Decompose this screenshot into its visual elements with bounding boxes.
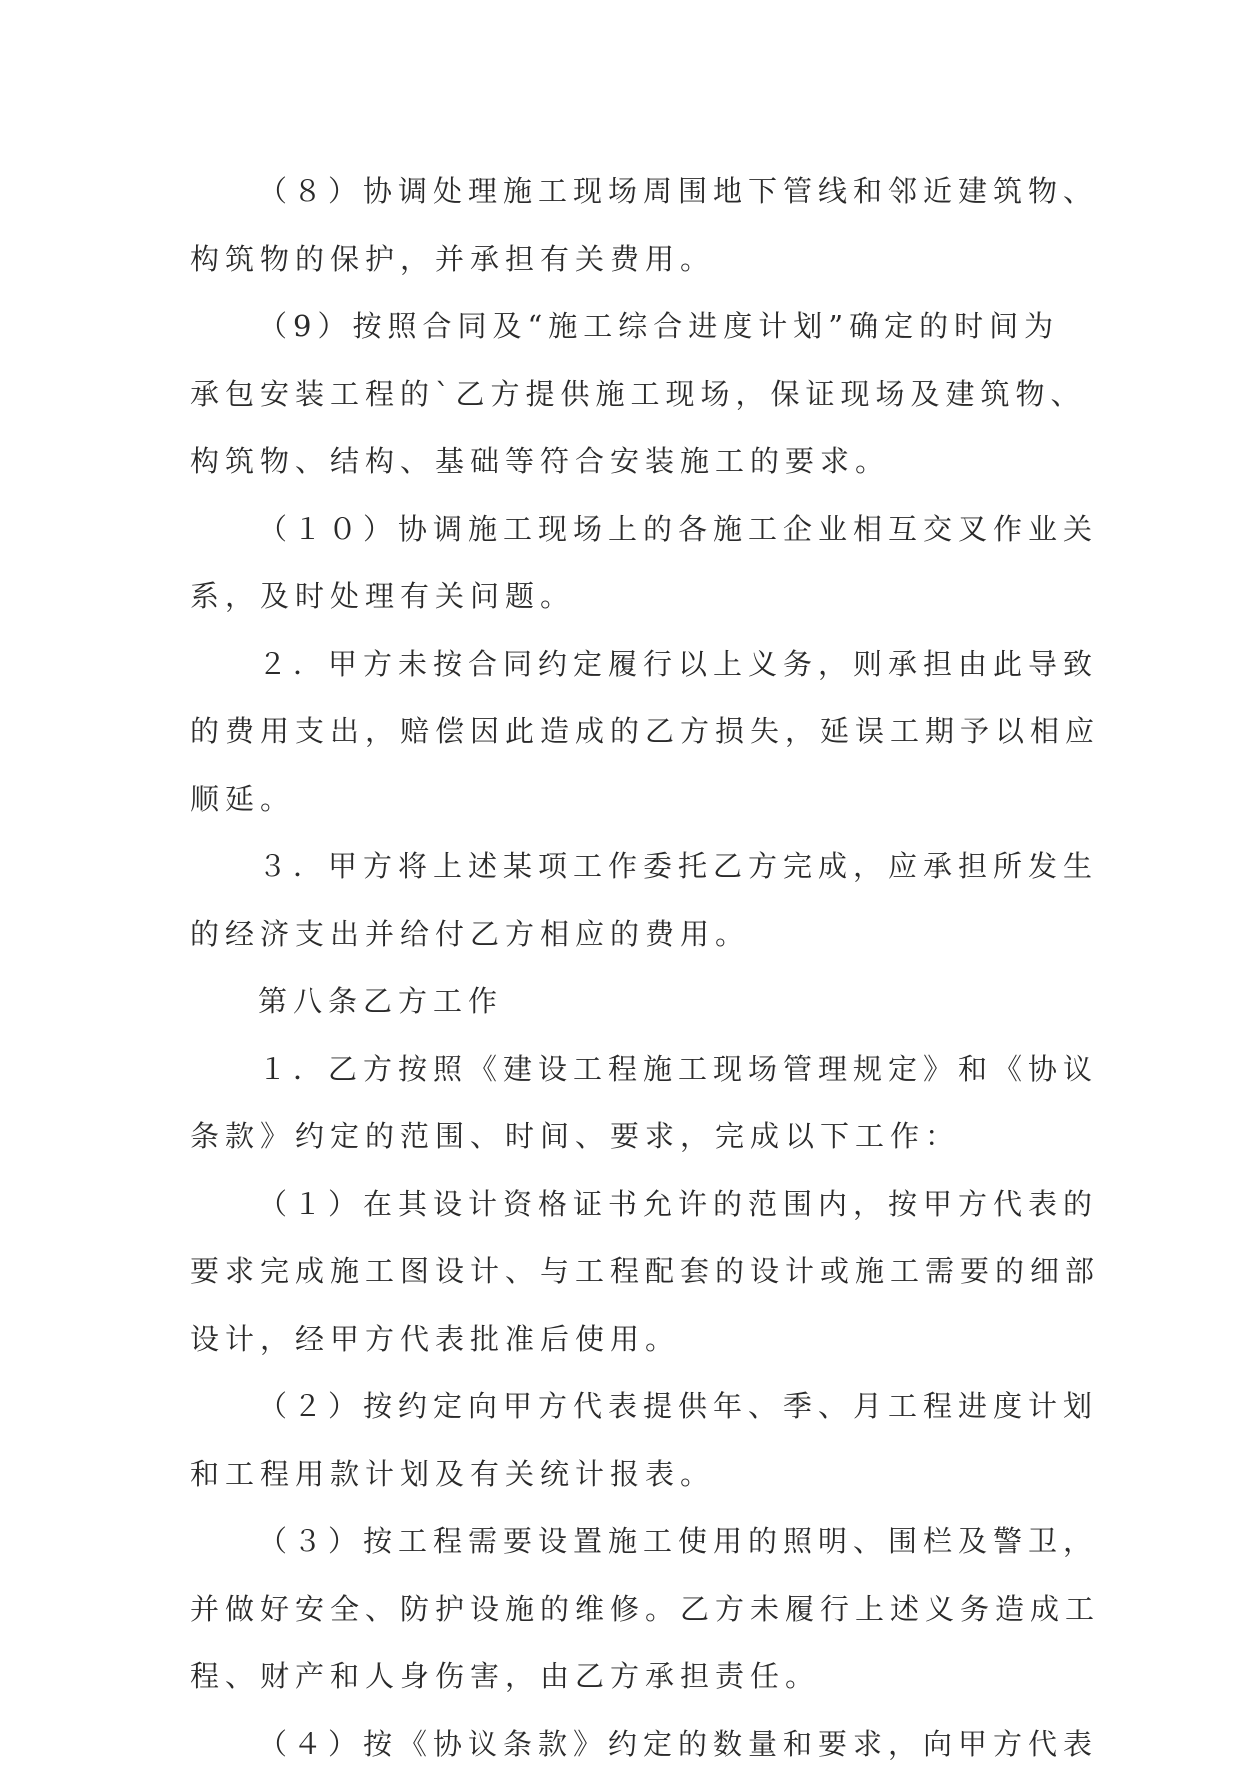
paragraph-line: ２．甲方未按合同约定履行以上义务，则承担由此导致 xyxy=(190,631,1050,699)
paragraph-line: 的经济支出并给付乙方相应的费用。 xyxy=(190,901,1050,969)
paragraph-line: （１）在其设计资格证书允许的范围内，按甲方代表的 xyxy=(190,1171,1050,1239)
paragraph-line: 的费用支出，赔偿因此造成的乙方损失，延误工期予以相应 xyxy=(190,698,1050,766)
document-body xyxy=(190,158,1050,1778)
paragraph-line: 构筑物、结构、基础等符合安装施工的要求。 xyxy=(190,428,1050,496)
paragraph-line: （２）按约定向甲方代表提供年、季、月工程进度计划 xyxy=(190,1373,1050,1441)
paragraph-line: （４）按《协议条款》约定的数量和要求，向甲方代表 xyxy=(190,1711,1050,1778)
paragraph-line: 要求完成施工图设计、与工程配套的设计或施工需要的细部 xyxy=(190,1238,1050,1306)
paragraph-line: 顺延。 xyxy=(190,766,1050,834)
paragraph-line: 并做好安全、防护设施的维修。乙方未履行上述义务造成工 xyxy=(190,1576,1050,1644)
paragraph-line: （８）协调处理施工现场周围地下管线和邻近建筑物、 xyxy=(190,158,1050,226)
paragraph-line: 承包安装工程的`乙方提供施工现场，保证现场及建筑物、 xyxy=(190,361,1050,429)
paragraph-line: 设计，经甲方代表批准后使用。 xyxy=(190,1306,1050,1374)
paragraph-line: （１０）协调施工现场上的各施工企业相互交叉作业关 xyxy=(190,496,1050,564)
paragraph-line: １．乙方按照《建设工程施工现场管理规定》和《协议 xyxy=(190,1036,1050,1104)
paragraph-line: ３．甲方将上述某项工作委托乙方完成，应承担所发生 xyxy=(190,833,1050,901)
paragraph-line: 程、财产和人身伤害，由乙方承担责任。 xyxy=(190,1643,1050,1711)
paragraph-line: 构筑物的保护，并承担有关费用。 xyxy=(190,226,1050,294)
paragraph-line: 条款》约定的范围、时间、要求，完成以下工作： xyxy=(190,1103,1050,1171)
paragraph-line: （9）按照合同及“施工综合进度计划”确定的时间为 xyxy=(190,293,1050,361)
paragraph-line: 系，及时处理有关问题。 xyxy=(190,563,1050,631)
section-heading: 第八条乙方工作 xyxy=(190,968,1050,1036)
paragraph-line: （３）按工程需要设置施工使用的照明、围栏及警卫， xyxy=(190,1508,1050,1576)
paragraph-line: 和工程用款计划及有关统计报表。 xyxy=(190,1441,1050,1509)
